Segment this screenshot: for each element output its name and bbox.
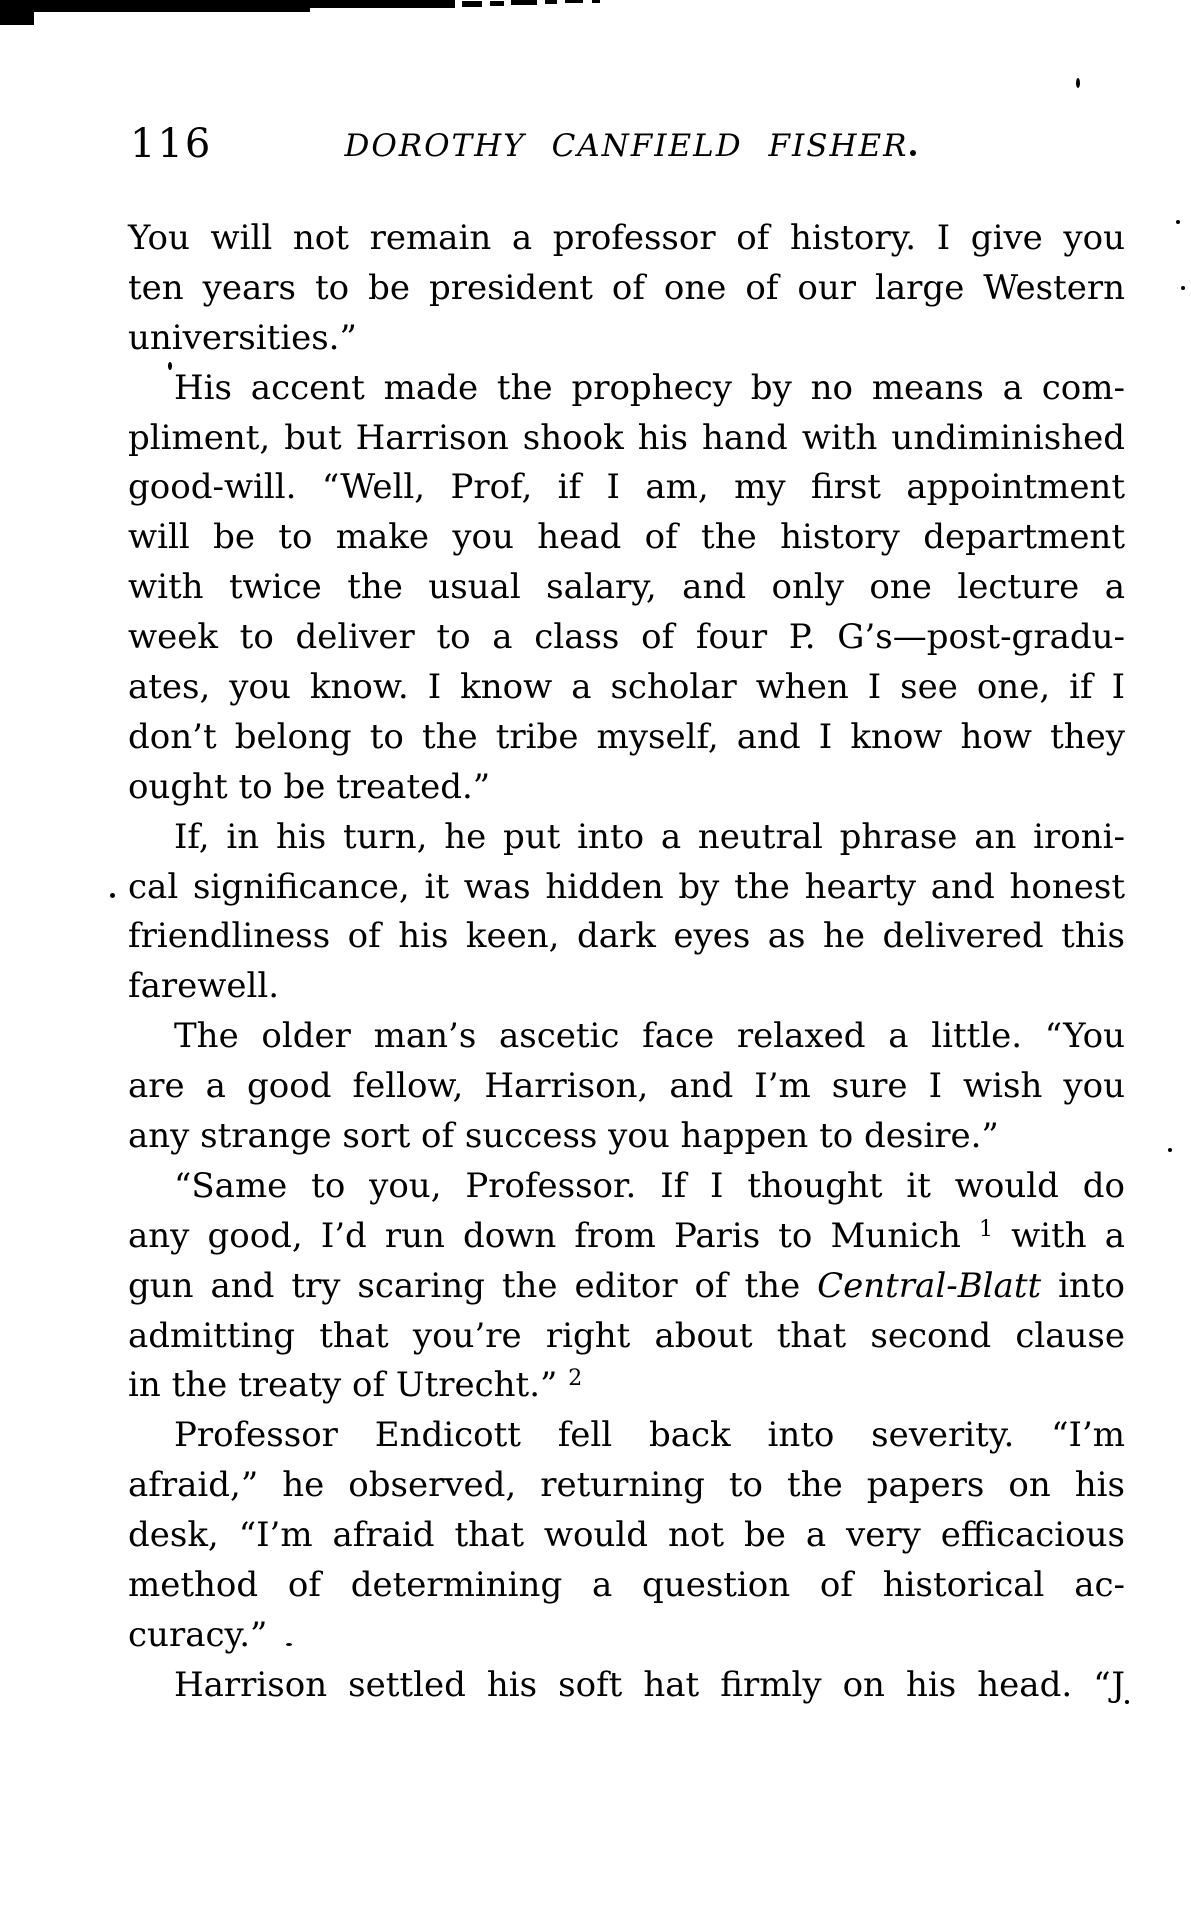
scan-bar-left: [0, 0, 310, 12]
text-run: farewell.: [128, 966, 280, 1007]
scan-dash-3: [511, 0, 537, 5]
text-run: Harrison settled his soft hat firmly on his head. “J: [174, 1664, 1125, 1705]
text-run: afraid,” he observed, returning to the papers on his: [128, 1465, 1125, 1506]
text-run: good-will. “Well, Prof, if I am, my first appointment: [128, 467, 1125, 508]
footnote-marker: 2: [568, 1366, 583, 1392]
scan-dash-1: [462, 1, 482, 7]
text-line: [128, 1661, 1125, 1711]
scan-dash-4: [545, 0, 557, 4]
text-run: universities.”: [128, 317, 357, 358]
text-line: [128, 813, 1125, 863]
speckle-left-cal: [110, 893, 115, 898]
text-line: [128, 1012, 1125, 1062]
scan-dash-5: [565, 0, 583, 3]
text-run: “Same to you, Professor. If I thought it would do: [174, 1165, 1125, 1206]
text-run: The older man’s ascetic face relaxed a little. “You: [174, 1016, 1125, 1057]
text-line: [128, 463, 1125, 513]
text-line: [128, 214, 1125, 264]
text-line: [128, 1511, 1125, 1561]
text-run: are a good fellow, Harrison, and I’m sure I wish you: [128, 1066, 1125, 1107]
text-run: friendliness of his keen, dark eyes as he delivered this: [128, 916, 1125, 957]
text-line: [128, 1561, 1125, 1611]
scan-dash-6: [592, 0, 600, 3]
text-run: ates, you know. I know a scholar when I see one, if I: [128, 667, 1125, 708]
text-run: desk, “I’m afraid that would not be a very efficacious: [128, 1515, 1125, 1556]
text-line: [128, 713, 1125, 763]
text-line: [128, 1461, 1125, 1511]
text-run: don’t belong to the tribe myself, and I know how they: [128, 716, 1125, 757]
scan-dash-2: [490, 1, 504, 6]
footnote-marker: 1: [979, 1216, 993, 1242]
text-run: curacy.”: [128, 1614, 268, 1655]
text-line: [128, 912, 1125, 962]
text-line: [128, 1212, 1125, 1262]
text-run: Professor Endicott fell back into severity. “I’m: [174, 1415, 1125, 1456]
text-run: His accent made the prophecy by no means a com-: [174, 367, 1125, 408]
speckle-header-period: [910, 150, 916, 156]
speckle-right-line1: [1176, 220, 1180, 224]
text-line: [128, 364, 1125, 414]
text-run: with a: [993, 1215, 1125, 1256]
text-line: [128, 1361, 1125, 1411]
text-line: [128, 1411, 1125, 1461]
text-line: [128, 1312, 1125, 1362]
text-run: pliment, but Harrison shook his hand with undiminished: [128, 417, 1125, 458]
text-run: will be to make you head of the history department: [128, 517, 1125, 558]
text-line: [128, 414, 1125, 464]
speckle-left-his: [168, 362, 172, 370]
text-line: [128, 1062, 1125, 1112]
speckle-curacy: [286, 1643, 292, 1646]
text-run: You will not remain a professor of history. I give you: [128, 218, 1125, 258]
text-line: [128, 1611, 1125, 1661]
text-run: gun and try scaring the editor of the: [128, 1265, 818, 1306]
text-run: into: [1041, 1265, 1125, 1306]
text-run: in the treaty of Utrecht.”: [128, 1365, 569, 1406]
page-number: 116: [130, 121, 213, 167]
scan-bar-right: [300, 0, 455, 8]
text-run: any good, I’d run down from Paris to Munich: [128, 1215, 979, 1256]
text-line: [128, 563, 1125, 613]
speckle-top-right: [1076, 78, 1080, 88]
text-line: [128, 663, 1125, 713]
text-line: [128, 314, 1125, 364]
text-line: [128, 763, 1125, 813]
text-line: [128, 264, 1125, 314]
text-run: week to deliver to a class of four P. G’s—post-gradu-: [128, 617, 1125, 658]
text-run: method of determining a question of historical ac-: [128, 1565, 1125, 1606]
text-run: admitting that you’re right about that second clause: [128, 1315, 1125, 1356]
text-run: ten years to be president of one of our large Western: [128, 267, 1125, 308]
text-run: any strange sort of success you happen to desire.”: [128, 1116, 999, 1157]
speckle-last-line: [1125, 1700, 1129, 1704]
text-line: [128, 1112, 1125, 1162]
italic-text: Central-Blatt: [817, 1265, 1042, 1306]
text-line: [128, 513, 1125, 563]
text-run: with twice the usual salary, and only one lecture a: [128, 567, 1125, 608]
text-run: cal significance, it was hidden by the hearty and honest: [128, 866, 1125, 907]
body-text: [128, 214, 1125, 1711]
speckle-right-line2: [1181, 286, 1185, 290]
text-line: [128, 1162, 1125, 1212]
text-run: ought to be treated.”: [128, 766, 491, 807]
text-line: [128, 1262, 1125, 1312]
text-run: If, in his turn, he put into a neutral phrase an ironi-: [174, 816, 1125, 857]
running-header: DOROTHY CANFIELD FISHER: [344, 128, 909, 164]
speckle-right-lecture: [1168, 1148, 1172, 1152]
text-line: [128, 863, 1125, 913]
text-line: [128, 962, 1125, 1012]
text-line: [128, 613, 1125, 663]
